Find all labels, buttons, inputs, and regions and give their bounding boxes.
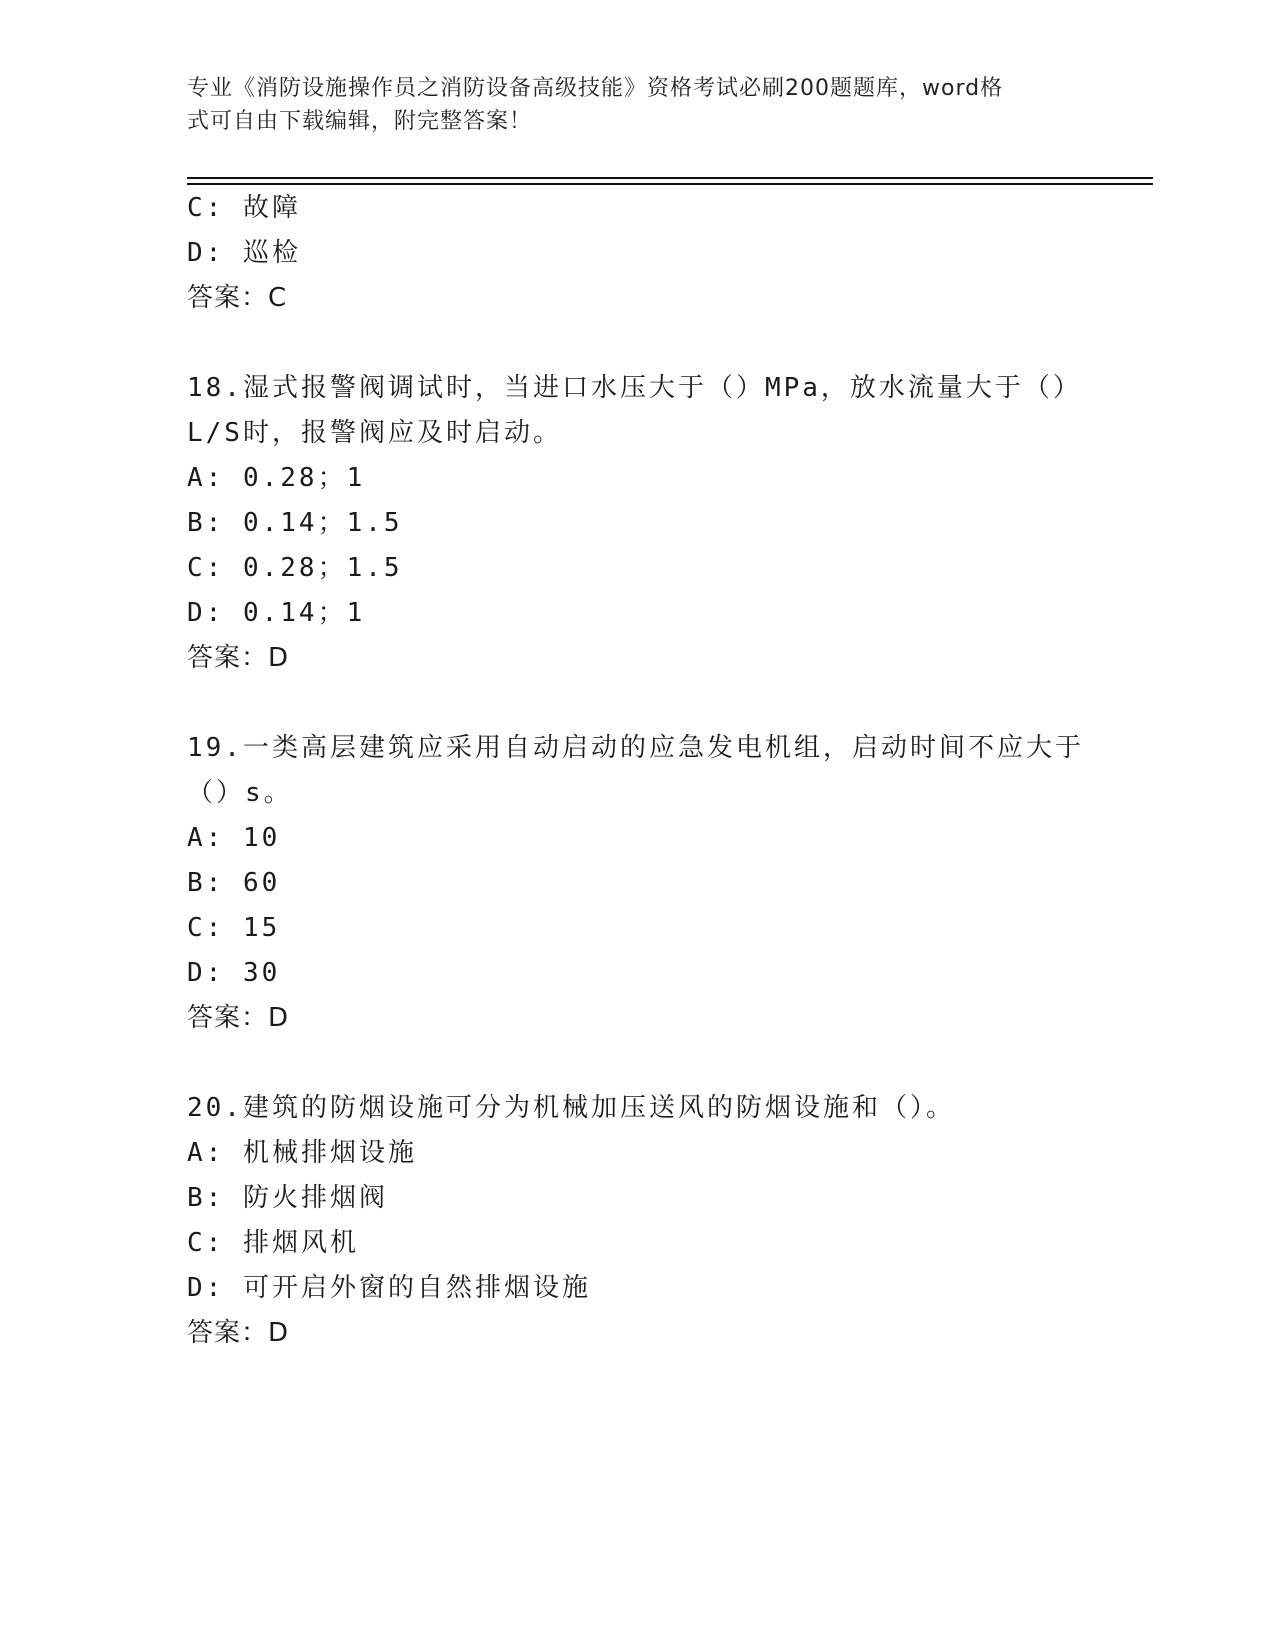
option-a <box>187 463 365 493</box>
option-d <box>187 238 301 268</box>
option-label: A: <box>187 823 225 853</box>
answer-line: 答案：C <box>187 283 288 313</box>
option-label: C: <box>187 913 225 943</box>
header-line-2: 式可自由下载编辑，附完整答案！ <box>187 109 533 134</box>
document-header <box>187 72 1087 138</box>
option-text: 0.14；1.5 <box>242 508 403 538</box>
option-label: D: <box>187 1273 225 1303</box>
option-label: B: <box>187 1183 225 1213</box>
option-d <box>187 958 280 988</box>
header-line-1: 专业《消防设施操作员之消防设备高级技能》资格考试必刷200题题库，word格 <box>187 76 1004 101</box>
option-c <box>187 193 301 223</box>
option-text: 0.28；1.5 <box>242 553 403 583</box>
header-divider-top <box>187 177 1153 179</box>
option-text: 防火排烟阀 <box>242 1183 388 1213</box>
question-19-line-2: （）s。 <box>187 778 293 808</box>
answer-line: 答案：D <box>187 1318 290 1348</box>
option-c <box>187 1228 359 1258</box>
option-b <box>187 1183 388 1213</box>
option-label: C: <box>187 1228 225 1258</box>
option-label: D: <box>187 598 225 628</box>
option-text: 排烟风机 <box>242 1228 359 1258</box>
option-label: C: <box>187 553 225 583</box>
option-text: 30 <box>242 958 281 988</box>
question-18-line-1: 18.湿式报警阀调试时，当进口水压大于（）MPa，放水流量大于（） <box>187 373 1082 403</box>
option-a <box>187 1138 417 1168</box>
option-text: 0.28；1 <box>242 463 366 493</box>
option-text: 0.14；1 <box>242 598 366 628</box>
option-label: D: <box>187 238 225 268</box>
option-a <box>187 823 280 853</box>
option-text: 故障 <box>242 193 301 223</box>
option-label: B: <box>187 868 225 898</box>
question-19-line-1: 19.一类高层建筑应采用自动启动的应急发电机组，启动时间不应大于 <box>187 733 1084 763</box>
option-label: B: <box>187 508 225 538</box>
option-text: 巡检 <box>242 238 301 268</box>
option-d <box>187 598 365 628</box>
option-text: 15 <box>242 913 281 943</box>
answer-line: 答案：D <box>187 643 290 673</box>
header-divider-bottom <box>187 183 1153 185</box>
answer-line: 答案：D <box>187 1003 290 1033</box>
option-c <box>187 913 280 943</box>
option-d <box>187 1273 591 1303</box>
option-text: 可开启外窗的自然排烟设施 <box>242 1273 591 1303</box>
option-text: 机械排烟设施 <box>242 1138 417 1168</box>
option-text: 60 <box>242 868 281 898</box>
question-18-line-2: L/S时，报警阀应及时启动。 <box>187 418 562 448</box>
option-label: A: <box>187 1138 225 1168</box>
question-20-line-1: 20.建筑的防烟设施可分为机械加压送风的防烟设施和（）。 <box>187 1093 955 1123</box>
option-b <box>187 508 403 538</box>
option-label: D: <box>187 958 225 988</box>
option-text: 10 <box>242 823 281 853</box>
option-label: A: <box>187 463 225 493</box>
option-c <box>187 553 403 583</box>
option-b <box>187 868 280 898</box>
option-label: C: <box>187 193 225 223</box>
